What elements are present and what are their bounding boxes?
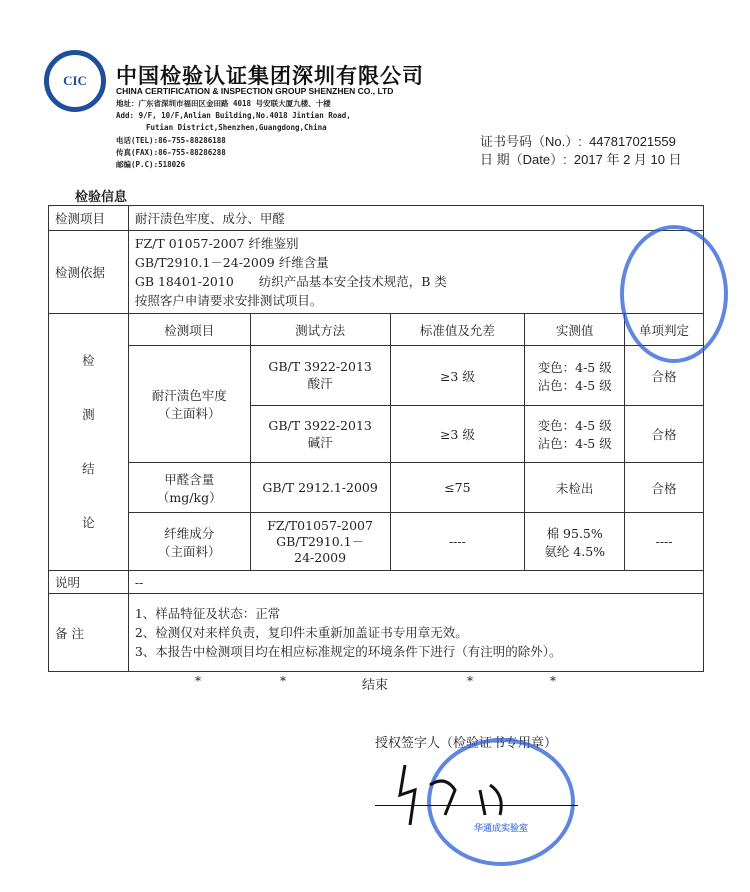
label-char: 结 xyxy=(82,461,95,476)
cert-no-label: 证书号码（No.）: xyxy=(480,134,582,149)
cert-no-value: 447817021559 xyxy=(589,134,676,149)
row-item: 甲醛含量 （mg/kg） xyxy=(128,463,250,513)
company-logo xyxy=(44,50,106,112)
header-item: 检测项目 xyxy=(128,314,250,346)
basis-line: FZ/T 01057-2007 纤维鉴别 xyxy=(134,236,299,251)
date-label: 日 期（Date）: xyxy=(480,152,567,167)
row-verdict: 合格 xyxy=(625,406,704,463)
basis-list xyxy=(128,231,703,314)
row-method: GB/T 3922-2013 碱汗 xyxy=(250,406,390,463)
company-name-en: CHINA CERTIFICATION & INSPECTION GROUP SHENZHEN CO., LTD xyxy=(116,86,394,96)
end-marker-1: * xyxy=(195,674,201,688)
row-standard: ≥3 级 xyxy=(390,406,525,463)
basis-line: GB 18401-2010 纺织产品基本安全技术规范，B 类 xyxy=(134,274,447,289)
basis-label: 检测依据 xyxy=(49,231,129,314)
end-marker-3: * xyxy=(467,674,473,688)
row-standard: ≥3 级 xyxy=(390,346,525,406)
header-verdict: 单项判定 xyxy=(625,314,704,346)
item-value: 耐汗渍色牢度、成分、甲醛 xyxy=(128,206,703,231)
address-en-1: Add: 9/F, 10/F,Anlian Building,No.4018 Jintian Road, xyxy=(116,111,351,120)
table-row xyxy=(49,346,704,406)
address-en-2: Futian District,Shenzhen,Guangdong,China xyxy=(146,123,327,132)
label-char: 测 xyxy=(82,407,95,422)
row-standard: ---- xyxy=(390,513,525,571)
end-marker-2: * xyxy=(280,674,286,688)
label-char: 检 xyxy=(82,353,95,368)
signature-label: 授权签字人（检验证书专用章） xyxy=(375,736,558,751)
table-row xyxy=(49,513,704,571)
header-standard: 标准值及允差 xyxy=(390,314,525,346)
row-method: GB/T 3922-2013 酸汗 xyxy=(250,346,390,406)
end-text: 结束 xyxy=(362,678,389,693)
signature-line xyxy=(375,805,578,806)
inspection-table xyxy=(48,205,704,672)
tel: 电话(TEL):86-755-88286188 xyxy=(116,136,226,145)
basis-line: 按照客户申请要求安排测试项目。 xyxy=(134,293,323,308)
row-measured: 棉 95.5% 氨纶 4.5% xyxy=(525,513,625,571)
certificate-date xyxy=(480,149,682,168)
notes-value: -- xyxy=(128,571,703,594)
basis-line: GB/T2910.1－24-2009 纤维含量 xyxy=(134,255,329,270)
stamp-text: 华通成实验室 xyxy=(473,822,528,833)
results-label xyxy=(49,314,129,571)
company-name-cn: 中国检验认证集团深圳有限公司 xyxy=(116,64,424,88)
row-measured: 变色：4-5 级 沾色：4-5 级 xyxy=(525,346,625,406)
notes-label: 说明 xyxy=(49,571,129,594)
row-method: GB/T 2912.1-2009 xyxy=(250,463,390,513)
remarks-label: 备 注 xyxy=(49,594,129,672)
table-row xyxy=(49,463,704,513)
row-measured: 变色：4-5 级 沾色：4-5 级 xyxy=(525,406,625,463)
row-standard: ≤75 xyxy=(390,463,525,513)
row-item: 纤维成分 （主面料） xyxy=(128,513,250,571)
remark-line: 1、样品特征及状态：正常 xyxy=(134,606,281,621)
certificate-number xyxy=(480,131,676,150)
row-verdict: 合格 xyxy=(625,463,704,513)
remark-line: 2、检测仅对来样负责，复印件未重新加盖证书专用章无效。 xyxy=(134,625,468,640)
section-title: 检验信息 xyxy=(75,190,128,205)
header-measured: 实测值 xyxy=(525,314,625,346)
item-label: 检测项目 xyxy=(49,206,129,231)
header-method: 测试方法 xyxy=(250,314,390,346)
date-value: 2017 年 2 月 10 日 xyxy=(573,152,682,167)
end-marker-4: * xyxy=(550,674,556,688)
remarks-list xyxy=(128,594,703,672)
row-item: 耐汗渍色牢度 （主面料） xyxy=(128,346,250,463)
row-measured: 未检出 xyxy=(525,463,625,513)
logo-text: CIC xyxy=(63,73,87,88)
signature-scribble xyxy=(385,755,525,835)
remark-line: 3、本报告中检测项目均在相应标准规定的环境条件下进行（有注明的除外）。 xyxy=(134,644,562,659)
row-method: FZ/T01057-2007 GB/T2910.1－ 24-2009 xyxy=(250,513,390,571)
fax: 传真(FAX):86-755-88286288 xyxy=(116,148,226,157)
label-char: 论 xyxy=(82,515,95,530)
postcode: 邮编(P.C):518026 xyxy=(116,160,186,169)
company-seal-stamp xyxy=(620,225,728,363)
row-verdict: 合格 xyxy=(625,346,704,406)
row-verdict: ---- xyxy=(625,513,704,571)
address-cn: 地址：广东省深圳市福田区金田路 4018 号安联大厦九楼、十楼 xyxy=(116,99,331,108)
